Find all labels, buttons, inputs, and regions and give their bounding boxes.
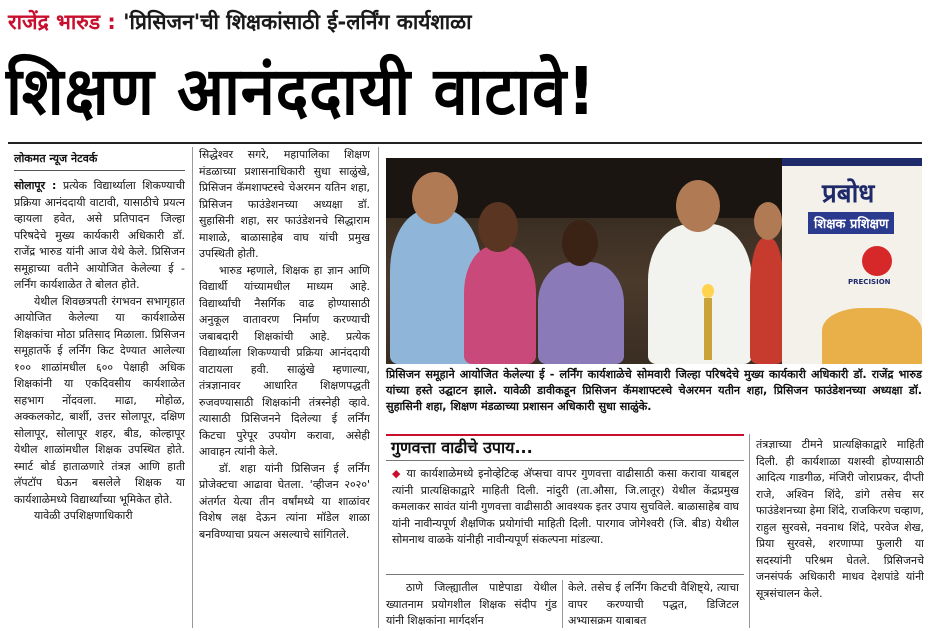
paragraph: केले. तसेच ई लर्निंग किटची वैशिष्ट्ये, त्याचा वापर करण्याची पद्धत, डिजिटल अभ्यासक्रम याबाबत — [568, 581, 739, 627]
box-title-rule — [386, 460, 744, 461]
photo-person — [648, 224, 752, 364]
paragraph: तंत्रज्ञाच्या टीमने प्रात्यक्षिकाद्वारे माहिती दिली. ही कार्यशाळा यशस्वी होण्यासाठी आदित्य गाडगीळ, मंजिरी जोराप्रकर, दीप्ती राजे, अश्विन शिंदे, डांगे तसेच सर फाउंडेशनच्या हेमा शिंदे, राजकिरण चव्हाण, राहुल सुरवसे, नवनाथ शिंदे, परवेज शेख, प्रिया सुरवसे, शरणाप्पा फुलारी या सदस्यांनी परिश्रम घेतले. प्रिसिजनचे जनसंपर्क अधिकारी माधव देशपांडे यांनी सूत्रसंचालन केले. — [756, 438, 924, 600]
paragraph: ठाणे जिल्ह्यातील पाष्टेपाडा येथील ख्यातनाम प्रयोगशील शिक्षक संदीप गुंड यांनी शिक्षकांना मार्गदर्शन — [386, 581, 557, 627]
column-rule-3 — [749, 434, 750, 628]
article-column-5 — [756, 437, 924, 629]
precision-logo-icon — [862, 246, 892, 276]
article-column-1 — [14, 178, 185, 628]
kicker-line — [8, 8, 472, 36]
paragraph: भारुड म्हणाले, शिक्षक हा ज्ञान आणि विद्यार्थी यांच्यामधील माध्यम आहे. विद्यार्थ्यांची नैसर्गिक वाढ होण्यासाठी अनुकूल वातावरण निर्माण करण्याची जबाबदारी शिक्षकांची आहे. प्रत्येक विद्यार्थ्याला शिकण्याची प्रक्रिया आनंददायी वाटायला हवी. साळुंखे म्हणाल्या, तंत्रज्ञानावर आधारित शिक्षणपद्धती रुजवण्यासाठी शिक्षकांनी तंत्रस्नेही व्हावे. त्यासाठी प्रिसिजनने दिलेल्या ई लर्निंग किटचा पुरेपूर उपयोग करावा, असेही आवाहन त्यांनी केले. — [199, 263, 370, 458]
precision-logo-text: PRECISION — [848, 278, 891, 286]
banner-title: प्रबोध — [822, 179, 875, 209]
photo-head — [676, 180, 720, 232]
paragraph: सिद्धेश्वर सगरे, महापालिका शिक्षण मंडळाच्या प्रशासनाधिकारी सुधा साळुंखे, प्रिसिजन कॅमशाफ्टस्चे चेअरमन यतिन शहा, प्रिसिजन फाउंडेशनच्या अध्यक्षा डॉ. सुहासिनी शहा, सर फाउंडेशनचे सिद्धाराम माशाळे, बाळासाहेब वाघ यांची प्रमुख उपस्थिती होती. — [199, 148, 370, 260]
paragraph: येथील शिवछत्रपती रंगभवन सभागृहात आयोजित केलेल्या या कार्यशाळेस शिक्षकांचा मोठा प्रतिसाद मिळाला. प्रिसिजन समूहातर्फे ई लर्निंग किट देण्यात आलेल्या १०० शाळांमधील ६०० पेक्षाही अधिक शिक्षकांनी या एकदिवसीय कार्यशाळेत सहभाग नोंदवला. माढा, मोहोळ, अक्कलकोट, बार्शी, उत्तर सोलापूर, दक्षिण सोलापूर, सोलापूर शहर, बीड, कोल्हापूर येथील शाळांमधील शिक्षक उपस्थित होते. स्मार्ट बोर्ड हाताळणारे तंत्रज्ञ आणि हाती लॅपटॉप घेऊन बसलेले शिक्षक या कार्यशाळेमध्ये विद्यार्थ्यांच्या भूमिकेत होते. — [14, 294, 185, 506]
article-column-4 — [568, 580, 739, 630]
headline-rule — [8, 142, 922, 144]
photo-head — [562, 220, 598, 266]
photo-head — [478, 202, 518, 252]
box-body — [392, 466, 739, 549]
banner-flowers — [822, 308, 922, 364]
bullet-icon: ◆ — [392, 467, 402, 480]
photo-head — [754, 202, 782, 240]
photo-caption: प्रिसिजन समूहाने आयोजित केलेल्या ई - लर्निंग कार्यशाळेचे सोमवारी जिल्हा परिषदेचे मुख्य कार्यकारी अधिकारी डॉ. राजेंद्र भारुड यांच्या हस्ते उद्घाटन झाले. यावेळी डावीकडून प्रिसिजन कॅमशाफ्टस्चे चेअरमन यतीन शहा, प्रिसिजन फाउंडेशनच्या अध्यक्षा डॉ. सुहासिनी शहा, शिक्षण मंडळाच्या प्रशासन अधिकारी सुधा साळुंके. — [386, 368, 922, 413]
lamp-flame — [702, 284, 714, 298]
photo-person — [464, 246, 536, 364]
photo-person — [538, 262, 624, 364]
oil-lamp — [704, 298, 712, 360]
box-title: गुणवत्ता वाढीचे उपाय... — [391, 438, 533, 457]
box-text: या कार्यशाळेमध्ये इनोव्हेटिव्ह अ‍ॅप्सचा वापर गुणवत्ता वाढीसाठी कसा करावा याबद्दल त्यांनी प्रात्यक्षिकाद्वारे माहिती दिली. नांदुरी (ता.औसा, जि.लातूर) येथील केंद्रप्रमुख कमलाकर सावंत यांनी गुणवत्ता वाढीसाठी आवश्यक इतर उपाय सुचविले. बाळासाहेब वाघ यांनी नावीन्यपूर्ण शैक्षणिक प्रयोगांची माहिती दिली. पारगाव जोगेश्वरी (जि. बीड) येथील सोमनाथ वाळके यांनीही नावीन्यपूर्ण संकल्पना मांडल्या. — [392, 467, 739, 546]
byline-rule — [14, 170, 185, 171]
box-bottom-rule — [386, 574, 744, 575]
article-column-3 — [386, 580, 557, 630]
byline: लोकमत न्यूज नेटवर्क — [14, 152, 98, 165]
paragraph: डॉ. शहा यांनी प्रिसिजन ई लर्निंग प्रोजेक्टचा आढावा घेतला. 'व्हीजन २०२०' अंतर्गत येत्या तीन वर्षांमध्ये या शाळांवर विशेष लक्ष देऊन त्यांना मॉडेल शाळा बनविण्याचा प्रयत्न असल्याचे सांगितले. — [199, 461, 370, 541]
column-rule-1 — [192, 147, 193, 628]
event-photo — [386, 158, 782, 364]
kicker-subtitle: 'प्रिसिजन'ची शिक्षकांसाठी ई-लर्निंग कार्यशाळा — [123, 10, 472, 34]
kicker-author: राजेंद्र भारुड : — [8, 10, 116, 34]
column-rule-4 — [562, 580, 563, 628]
photo-person — [750, 238, 782, 364]
banner-subtitle: शिक्षक प्रशिक्षण — [808, 212, 894, 234]
article-column-2 — [199, 147, 370, 628]
headline: शिक्षण आनंददायी वाटावे! — [6, 53, 597, 130]
photo-head — [412, 172, 458, 224]
paragraph: यावेळी उपशिक्षणाधिकारी — [34, 509, 133, 522]
paragraph: प्रत्येक विद्यार्थ्याला शिकण्याची प्रक्रिया आनंददायी वाटावी, यासाठीचे प्रयत्न व्हायला हवेत, असे प्रतिपादन जिल्हा परिषदेचे मुख्य कार्यकारी अधिकारी डॉ. राजेंद्र भारुड यांनी आज येथे केले. प्रिसिजन समूहाच्या वतीने आयोजित केलेल्या ई - लर्निंग कार्यशाळेत ते बोलत होते. — [14, 179, 185, 291]
banner-stripe — [782, 158, 922, 166]
dateline: सोलापूर : — [14, 179, 57, 192]
column-rule-2 — [378, 147, 379, 628]
